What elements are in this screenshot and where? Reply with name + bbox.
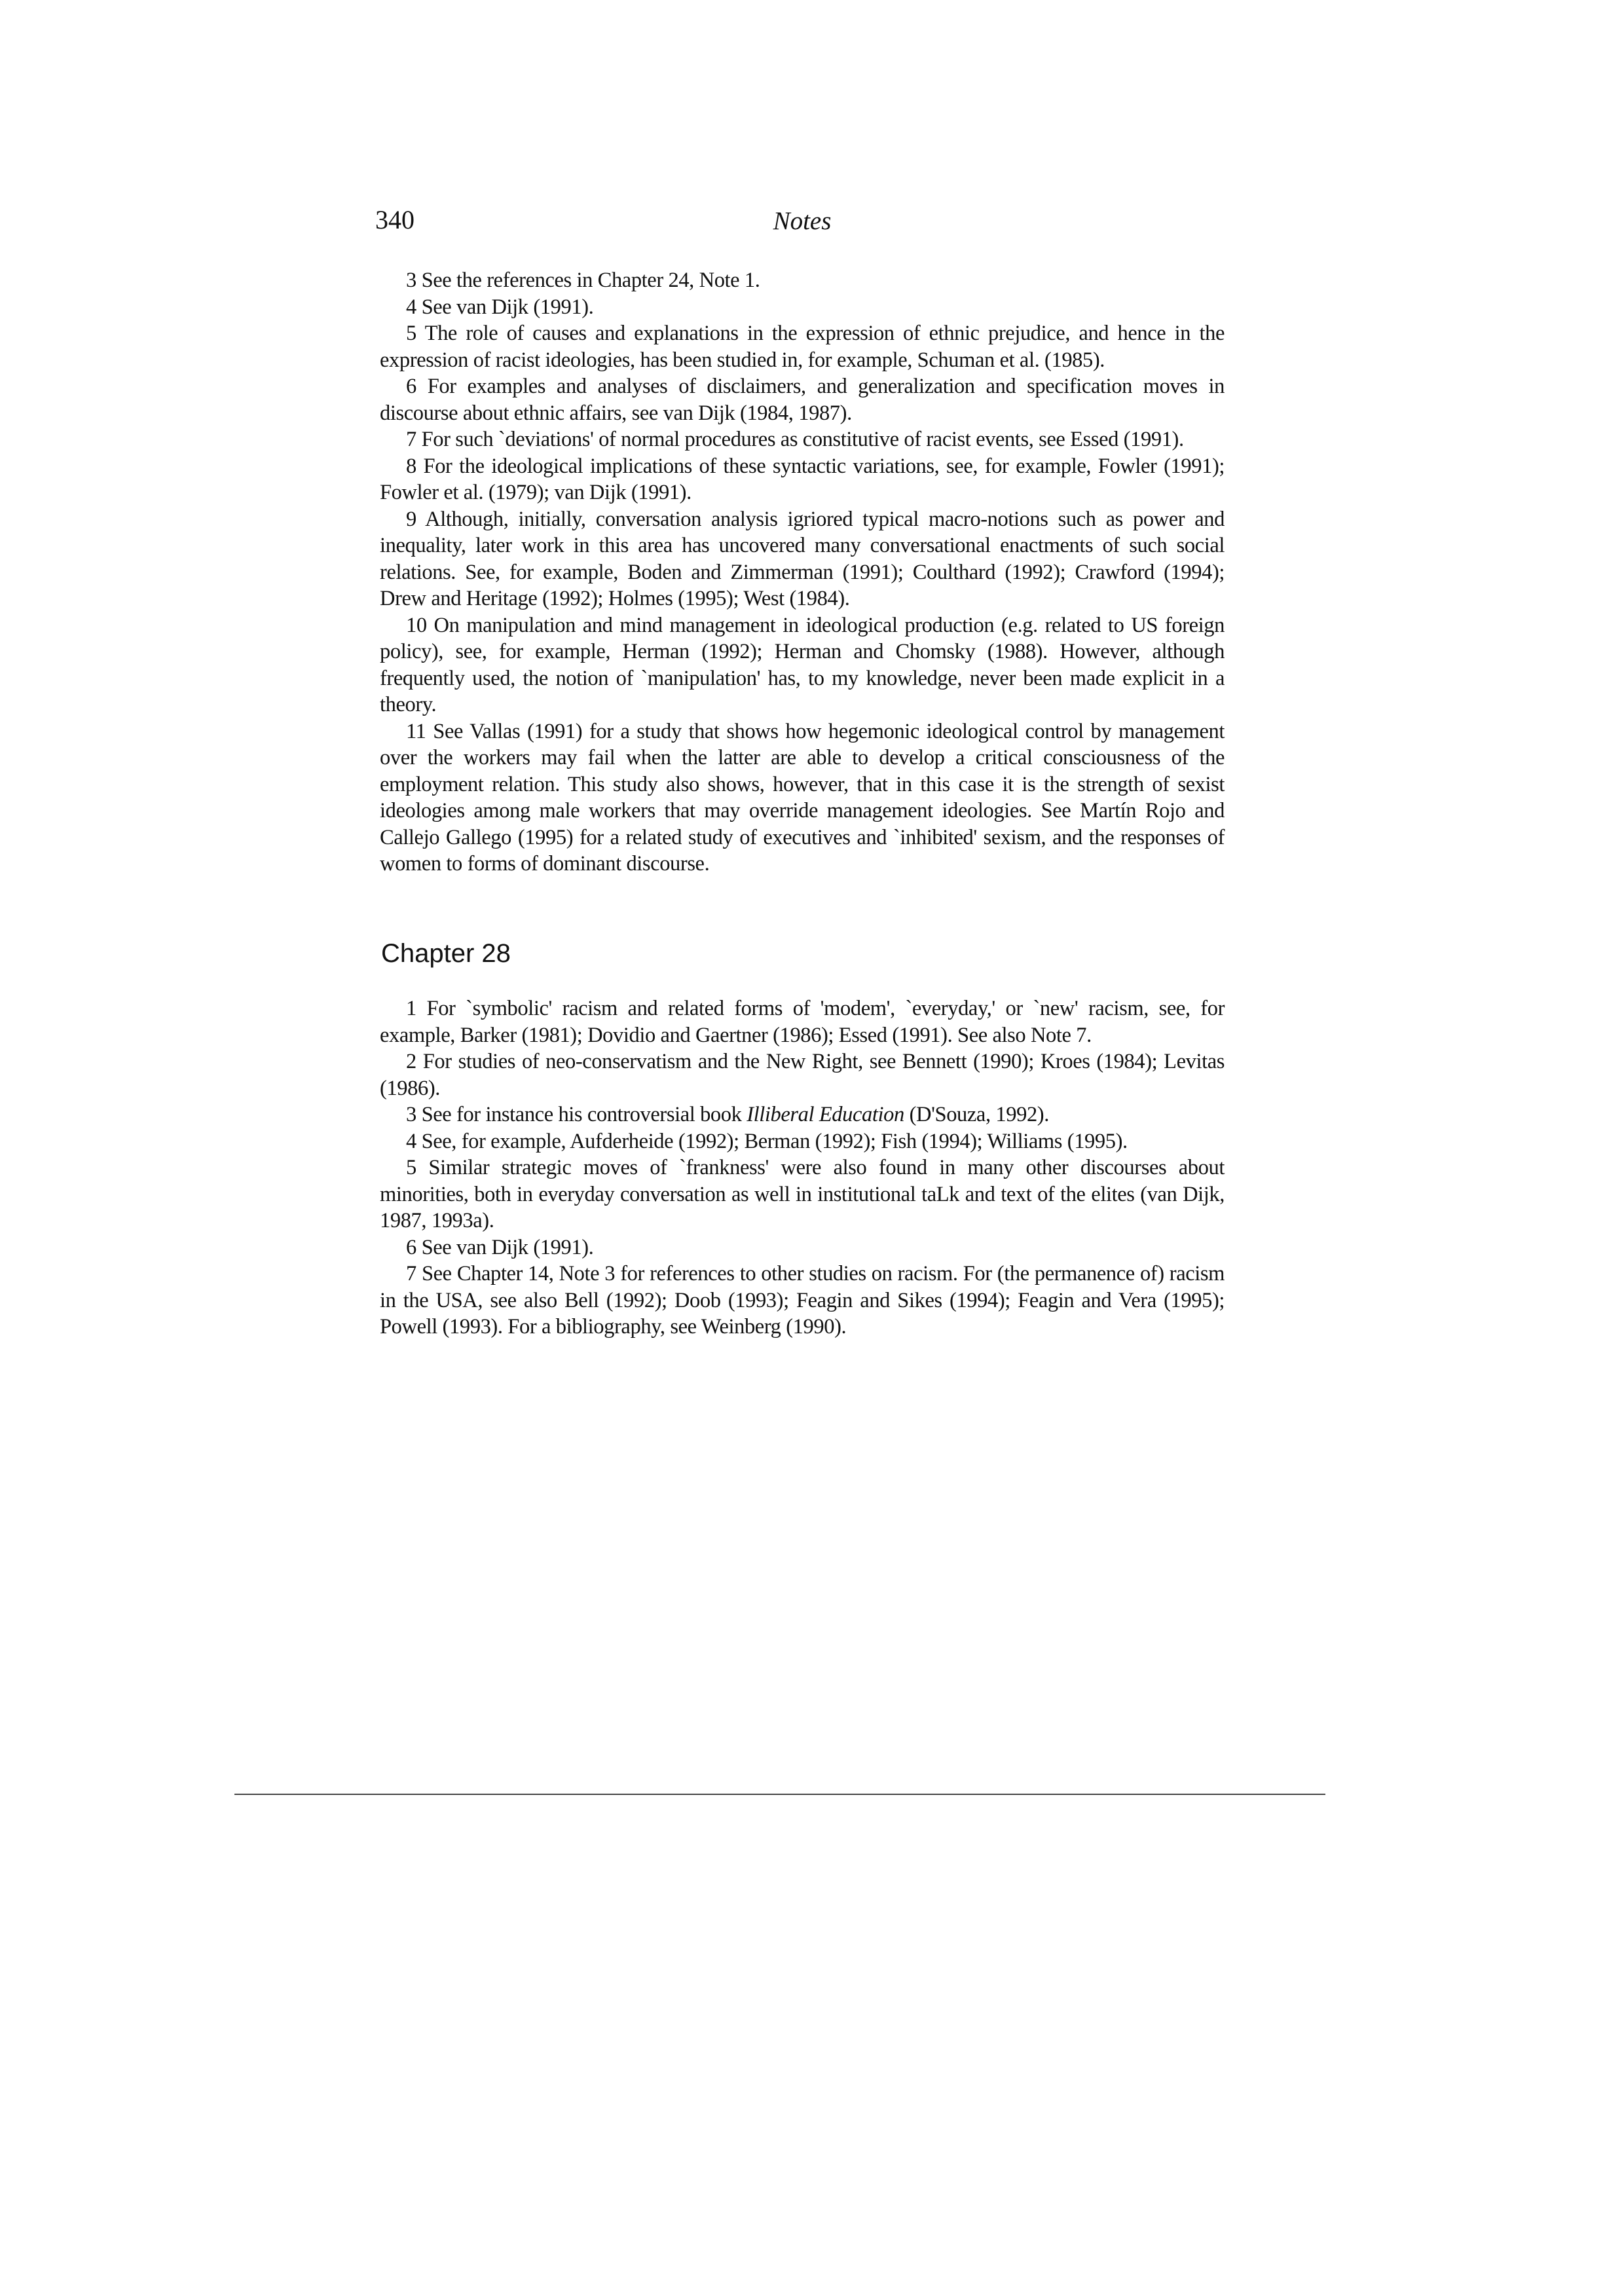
note-item: 1 For `symbolic' racism and related forms of 'modem', `everyday,' or `new' racism, see, for example, Barker (1981); Dovidio and Gaertner (1986); Essed (1991). See also Note 7. bbox=[380, 997, 1225, 1047]
note-item: 6 See van Dijk (1991). bbox=[406, 1235, 594, 1259]
note-item: 8 For the ideological implications of these syntactic variations, see, for example, Fowler (1991); Fowler et al. (1979); van Dijk (1991). bbox=[380, 454, 1225, 504]
note-item: 4 See, for example, Aufderheide (1992); Berman (1992); Fish (1994); Williams (1995). bbox=[406, 1129, 1128, 1153]
note-item: 3 See the references in Chapter 24, Note 1. bbox=[406, 268, 760, 292]
note-item: 2 For studies of neo-conservatism and the New Right, see Bennett (1990); Kroes (1984); Levitas (1986). bbox=[380, 1050, 1225, 1100]
note-item: 10 On manipulation and mind management in ideological production (e.g. related to US foreign policy), see, for example, Herman (1992); Herman and Chomsky (1988). However, although frequently used, the notion of `manipulation' has, to my knowledge, never been made explicit in a theory. bbox=[380, 613, 1225, 716]
chapter-28-notes-list bbox=[380, 995, 1225, 1340]
note-text: 3 See for instance his controversial book bbox=[406, 1103, 747, 1126]
note-text: (D'Souza, 1992). bbox=[904, 1103, 1049, 1126]
running-title: Notes bbox=[773, 207, 832, 235]
continued-notes-list bbox=[380, 267, 1225, 878]
chapter-heading: Chapter 28 bbox=[381, 939, 511, 968]
note-item: 9 Although, initially, conversation analysis igriored typical macro-notions such as power and inequality, later work in this area has uncovered many conversational enactments of such social relations. See, for example, Boden and Zimmerman (1991); Coulthard (1992); Crawford (1994); Drew and Heritage (1992); Holmes (1995); West (1984). bbox=[380, 507, 1225, 610]
note-item: 4 See van Dijk (1991). bbox=[406, 295, 594, 319]
book-title: Illiberal Education bbox=[747, 1103, 904, 1126]
note-item bbox=[380, 1101, 1225, 1128]
footer-divider bbox=[234, 1794, 1325, 1795]
note-item: 5 Similar strategic moves of `frankness' were also found in many other discourses about minorities, both in everyday conversation as well in institutional taLk and text of the elites (van Dijk, 1987, 1993a). bbox=[380, 1156, 1225, 1232]
note-item: 11 See Vallas (1991) for a study that shows how hegemonic ideological control by management over the workers may fail when the latter are able to develop a critical consciousness of the employment relation. This study also shows, however, that in this case it is the strength of sexist ideologies among male workers that may override management ideologies. See Martín Rojo and Callejo Gallego (1995) for a related study of executives and `inhibited' sexism, and the responses of women to forms of dominant discourse. bbox=[380, 719, 1225, 876]
page-number: 340 bbox=[375, 205, 415, 234]
note-item: 6 For examples and analyses of disclaimers, and generalization and specification moves in discourse about ethnic affairs, see van Dijk (1984, 1987). bbox=[380, 375, 1225, 425]
note-item: 7 See Chapter 14, Note 3 for references to other studies on racism. For (the permanence of) racism in the USA, see also Bell (1992); Doob (1993); Feagin and Sikes (1994); Feagin and Vera (1995); Powell (1993). For a bibliography, see Weinberg (1990). bbox=[380, 1262, 1225, 1339]
note-item: 5 The role of causes and explanations in the expression of ethnic prejudice, and hence in the expression of racist ideologies, has been studied in, for example, Schuman et al. (1985). bbox=[380, 322, 1225, 372]
note-item: 7 For such `deviations' of normal procedures as constitutive of racist events, see Essed (1991). bbox=[406, 428, 1184, 451]
